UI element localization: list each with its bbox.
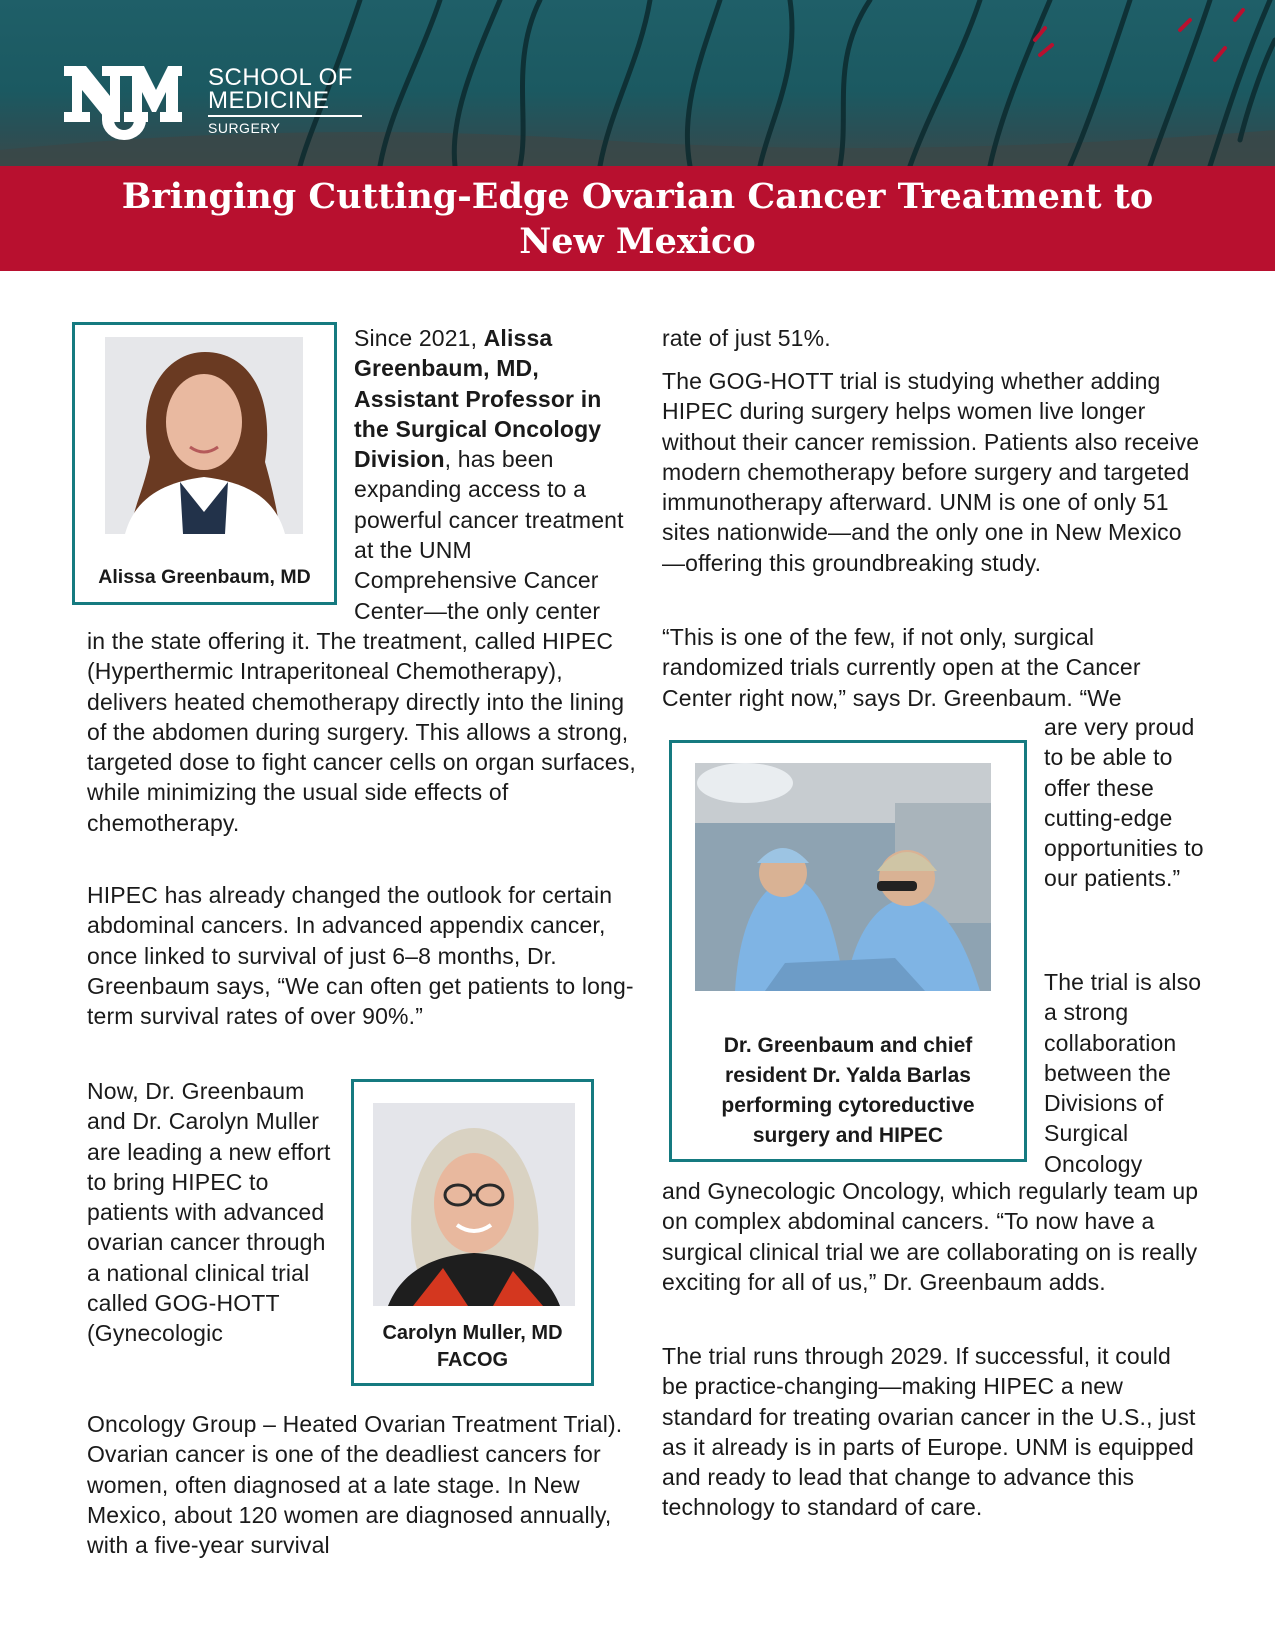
intro-bold-name: Alissa Greenbaum, MD, Assistant Professor in the Surgical Oncology Division (354, 325, 602, 473)
intro-rest: , has been expanding access to a powerful cancer treatment at the UNM Comprehensive Cancer Center—the only center (354, 446, 624, 624)
muller-caption-line2: FACOG (436, 1349, 509, 1371)
paragraph-trial-study: The GOG-HOTT trial is studying whether adding HIPEC during surgery helps women live longer without their cancer remission. Patients also receive modern chemotherapy before surgery and targeted immunotherapy afterward. UNM is one of only 51 sites nationwide—and the only one in New Mexico—offering this groundbreaking study. (662, 368, 1200, 576)
muller-photo-box (351, 1079, 594, 1386)
paragraph-collaboration-narrow: The trial is also a strong collaboration between the Divisions of Surgical Oncology (1044, 969, 1202, 1177)
surgery-photo (695, 763, 991, 991)
paragraph-hipec-outlook: HIPEC has already changed the outlook for certain abdominal cancers. In advanced appendix cancer, once linked to survival of just 6–8 months, Dr. Greenbaum says, “We can often get patients to long-term survival rates of over 90%.” (87, 882, 634, 1030)
paragraph-intro (354, 323, 637, 626)
greenbaum-photo-box (72, 322, 337, 605)
surgery-photo-icon (695, 763, 991, 991)
greenbaum-portrait-photo (105, 337, 303, 534)
surgery-caption-line2: resident Dr. Yalda Barlas (725, 1064, 971, 1087)
surgery-photo-box (669, 740, 1027, 1162)
surgery-caption-line1: Dr. Greenbaum and chief (723, 1034, 973, 1057)
paragraph-conclusion: The trial runs through 2029. If successful, it could be practice-changing—making HIPEC a new standard for treating ovarian cancer in the U.S., just as it already is in parts of Europe. UNM is equipped and ready to lead that change to advance this technology to standard of care. (662, 1343, 1196, 1521)
logo-school-of: SCHOOL OF (208, 64, 353, 91)
surgery-caption-line3: performing cytoreductive (721, 1094, 975, 1117)
page-title: Bringing Cutting-Edge Ovarian Cancer Treatment to New Mexico (121, 175, 1154, 262)
surgery-caption-line4: surgery and HIPEC (752, 1124, 944, 1147)
paragraph-gog-hott-narrow: Now, Dr. Greenbaum and Dr. Carolyn Muller are leading a new effort to bring HIPEC to patients with advanced ovarian cancer through a national clinical trial called GOG-HOTT (Gynecologic (87, 1078, 331, 1347)
title-bar (0, 166, 1275, 271)
muller-caption-line1: Carolyn Muller, MD (382, 1322, 563, 1344)
header-banner (0, 0, 1275, 166)
muller-portrait-photo (373, 1103, 575, 1306)
unm-monogram-icon (62, 56, 182, 140)
unm-logo[interactable] (62, 56, 362, 146)
greenbaum-caption: Alissa Greenbaum, MD (98, 566, 311, 588)
logo-medicine: MEDICINE (208, 87, 330, 114)
paragraph-gog-hott-wide: Oncology Group – Heated Ovarian Treatment Trial). Ovarian cancer is one of the deadliest cancers for women, often diagnosed at a late stage. In New Mexico, about 120 women are diagnosed annually, with a five-year survival (87, 1411, 623, 1559)
paragraph-quote-narrow: are very proud to be able to offer these cutting-edge opportunities to our patients.” (1044, 714, 1204, 892)
logo-surgery: SURGERY (208, 119, 281, 136)
portrait-photo-icon (105, 337, 303, 534)
paragraph-collaboration-wide: and Gynecologic Oncology, which regularly team up on complex abdominal cancers. “To now have a surgical clinical trial we are collaborating on is really exciting for all of us,” Dr. Greenbaum adds. (662, 1178, 1199, 1295)
intro-lead: Since 2021, (354, 325, 484, 351)
paragraph-survival-rate: rate of just 51%. (662, 325, 831, 351)
logo-divider (208, 115, 362, 117)
portrait-photo-icon (373, 1103, 575, 1306)
paragraph-quote-wide: “This is one of the few, if not only, surgical randomized trials currently open at the Cancer Center right now,” says Dr. Greenbaum. “We (662, 624, 1141, 711)
paragraph-intro-continued: in the state offering it. The treatment, called HIPEC (Hyperthermic Intraperitoneal Chemotherapy), delivers heated chemotherapy directly into the lining of the abdomen during surgery. This allows a strong, targeted dose to fight cancer cells on organ surfaces, while minimizing the usual side effects of chemotherapy. (87, 628, 636, 836)
